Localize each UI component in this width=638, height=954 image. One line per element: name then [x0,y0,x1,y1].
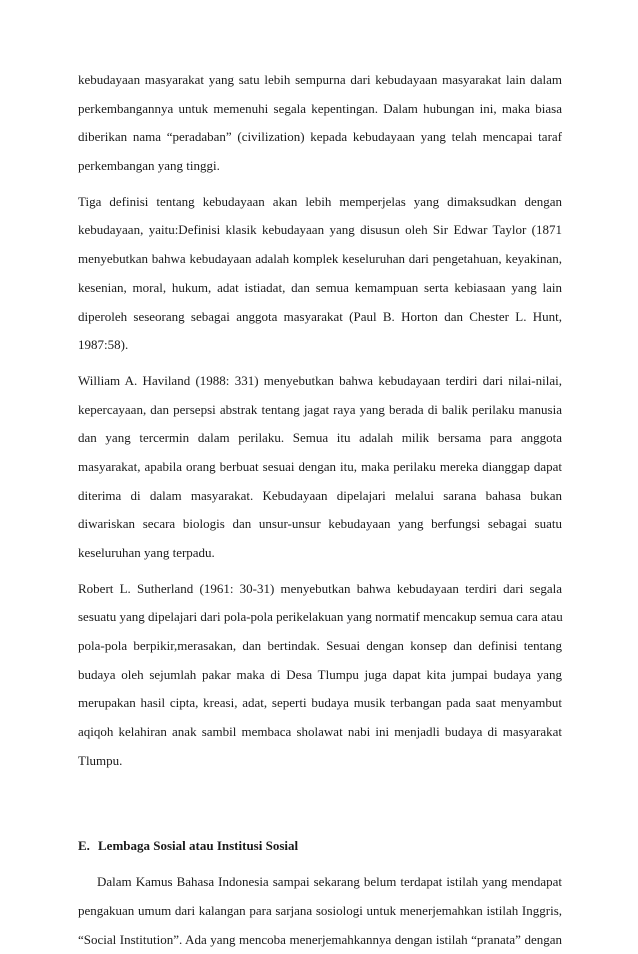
section-title: Lembaga Sosial atau Institusi Sosial [98,837,299,853]
text-line: budaya oleh sejumlah pakar maka di Desa Tlumpu juga dapat kita jumpai budaya yang [78,666,562,682]
paragraph-1 [78,66,562,181]
document-page [78,66,562,954]
text-line: Dalam Kamus Bahasa Indonesia sampai sekarang belum terdapat istilah yang mendapat [97,874,562,890]
text-line: 1987:58). [78,337,129,353]
text-line: kebudayaan masyarakat yang satu lebih sempurna dari kebudayaan masyarakat lain dalam [78,72,562,87]
text-line: pola-pola berpikir,merasakan, dan bertindak. Sesuai dengan konsep dan definisi tentang [78,638,562,654]
paragraph-4 [78,575,562,776]
section-heading [78,832,562,861]
text-line: diperoleh seseorang sebagai anggota masyarakat (Paul B. Horton dan Chester L. Hunt, [78,308,562,324]
text-line: “Social Institution”. Ada yang mencoba menerjemahkannya dengan istilah “pranata” dengan [78,931,562,947]
text-line: sesuatu yang dipelajari dari pola-pola perikelakuan yang normatif mencakup semua cara atau [78,609,563,625]
text-line: William A. Haviland (1988: 331) menyebutkan bahwa kebudayaan terdiri dari nilai-nilai, [78,372,562,388]
text-line: Tiga definisi tentang kebudayaan akan lebih memperjelas yang dimaksudkan dengan [78,193,562,209]
text-line: aqiqoh kelahiran anak sambil membaca sholawat nabi ini menjadli budaya di masyarakat [78,724,562,740]
text-line: diwariskan secara biologis dan unsur-unsur kebudayaan yang berfungsi sebagai suatu [78,516,562,532]
text-line: diberikan nama “peradaban” (civilization) kepada kebudayaan yang telah mencapai taraf [78,129,562,145]
paragraph-2 [78,188,562,360]
text-line: diterima di dalam masyarakat. Kebudayaan dipelajari melalui sarana bahasa bukan [78,487,562,503]
text-line: menyebutkan bahwa kebudayaan adalah komplek keseluruhan dari pengetahuan, keyakinan, [78,251,562,267]
text-line: keseluruhan yang terpadu. [78,545,215,560]
text-line: perkembangannya untuk memenuhi segala kepentingan. Dalam hubungan ini, maka biasa [78,100,562,116]
paragraph-3 [78,367,562,568]
section-paragraph [78,868,562,954]
text-line: merupakan hasil cipta, kreasi, adat, seperti budaya musik terbangan pada saat menyambut [78,695,562,711]
text-line: kepercayaan, dan persepsi abstrak tentang jagat raya yang berada di balik perilaku manusia [78,401,562,417]
text-line: Robert L. Sutherland (1961: 30-31) menyebutkan bahwa kebudayaan terdiri dari segala [78,580,562,596]
text-line: pengakuan umum dari kalangan para sarjana sosiologi untuk menerjemahkan istilah Inggris, [78,902,562,918]
text-line: kebudayaan, yaitu:Definisi klasik kebudayaan yang disusun oleh Sir Edwar Taylor (1871 [78,222,562,238]
text-line: Tlumpu. [78,752,123,768]
section-number: E. [78,837,90,853]
text-line: masyarakat, apabila orang berbuat sesuai dengan itu, maka perilaku mereka dianggap dapat [78,458,562,474]
text-line: dan yang tercermin dalam perilaku. Semua itu adalah milik bersama para anggota [78,430,562,446]
text-line: perkembangan yang tinggi. [78,158,220,174]
text-line: kesenian, moral, hukum, adat istiadat, dan semua kemampuan serta kebiasaan yang lain [78,279,562,295]
